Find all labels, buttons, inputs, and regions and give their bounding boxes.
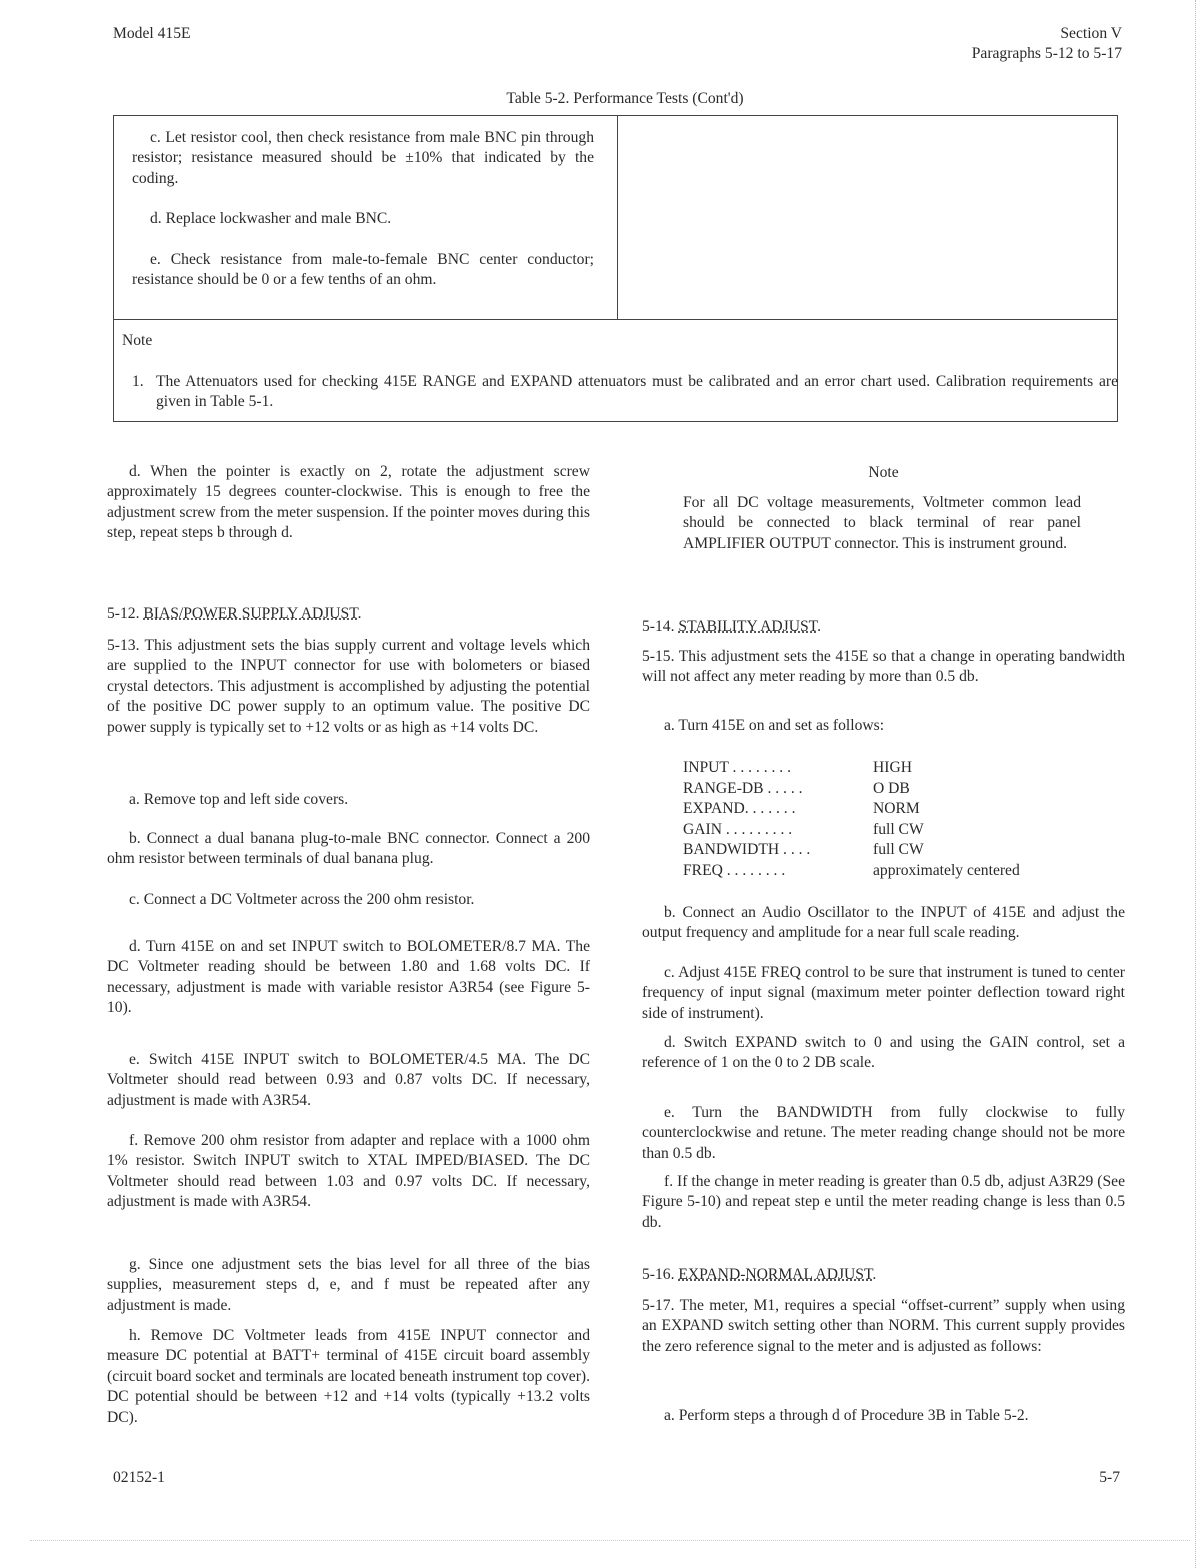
paragraph-text: c. Adjust 415E FREQ control to be sure that instrument is tuned to center frequency of input signal (maximum meter pointer deflection toward right side of instrument). <box>642 964 1125 1022</box>
step-text: e. Check resistance from male-to-female BNC center conductor; resistance should be 0 or a few tenths of an ohm. <box>132 251 594 289</box>
page-bottom-edge <box>30 1540 1190 1541</box>
paragraph-text: h. Remove DC Voltmeter leads from 415E INPUT connector and measure DC potential at BATT+ terminal of 415E circuit board assembly (circuit board socket and terminals are located beneath instrument top cover). DC potential should be between +12 and +14 volts (typically +13.2 volts DC). <box>107 1327 590 1426</box>
setting-label: FREQ . . . . . . . . <box>683 861 786 879</box>
paragraph-text: f. Remove 200 ohm resistor from adapter and replace with a 1000 ohm 1% resistor. Switch INPUT switch to XTAL IMPED/BIASED. The DC Voltmeter should read between 1.03 and 0.97 volts DC. If necessary, adjustment is made with A3R54. <box>107 1132 590 1211</box>
step-text: c. Let resistor cool, then check resistance from male BNC pin through resistor; resistance measured should be ±10% that indicated by the coding. <box>132 129 594 187</box>
table-step-e <box>132 250 594 291</box>
page-number: 5-7 <box>1099 1469 1120 1486</box>
setting-label: GAIN . . . . . . . . . <box>683 820 793 838</box>
paragraph-text: e. Turn the BANDWIDTH from fully clockwise to fully counterclockwise and retune. The meter reading change should not be more than 0.5 db. <box>642 1104 1125 1162</box>
note-number: 1. <box>132 373 144 390</box>
setting-value: full CW <box>873 820 924 838</box>
table-note-label: Note <box>122 332 153 349</box>
setting-row <box>683 799 1103 820</box>
paragraph <box>107 1131 590 1213</box>
paragraph-text: f. If the change in meter reading is greater than 0.5 db, adjust A3R29 (See Figure 5-10) and repeat step e until the meter reading change is less than 0.5 db. <box>642 1173 1125 1231</box>
section-label: Section V <box>1060 25 1122 42</box>
step-text: d. Replace lockwasher and male BNC. <box>150 210 392 227</box>
heading-title: BIAS/POWER SUPPLY ADJUST <box>143 605 358 622</box>
performance-tests-table <box>113 115 1118 422</box>
paragraph-text: a. Perform steps a through d of Procedure 3B in Table 5-2. <box>664 1407 1029 1424</box>
table-step-c <box>132 128 594 189</box>
heading-number: 5-14. <box>642 618 679 635</box>
paragraph <box>107 790 590 810</box>
section-heading <box>642 617 1125 637</box>
table-step-d <box>132 209 594 229</box>
paragraph <box>642 1296 1125 1357</box>
table-caption: Table 5-2. Performance Tests (Cont'd) <box>506 90 744 107</box>
paragraph <box>642 1172 1125 1233</box>
paragraph-text: d. When the pointer is exactly on 2, rotate the adjustment screw approximately 15 degrees counter-clockwise. This is enough to free the adjustment screw from the meter suspension. If the pointer moves during this step, repeat steps b through d. <box>107 463 590 542</box>
setting-row <box>683 840 1103 861</box>
paragraph-text: 5-17. The meter, M1, requires a special “offset-current” supply when using an EXPAND switch setting other than NORM. This current supply provides the zero reference signal to the meter and is adjusted as follows: <box>642 1297 1125 1355</box>
paragraph <box>107 1050 590 1111</box>
paragraph <box>107 1255 590 1316</box>
paragraph <box>107 462 590 544</box>
paragraph-text: b. Connect a dual banana plug-to-male BNC connector. Connect a 200 ohm resistor between terminals of dual banana plug. <box>107 830 590 868</box>
paragraph <box>107 829 590 870</box>
setting-row <box>683 779 1103 800</box>
paragraph-text: d. Switch EXPAND switch to 0 and using the GAIN control, set a reference of 1 on the 0 to 2 DB scale. <box>642 1034 1125 1072</box>
heading-number: 5-16. <box>642 1266 679 1283</box>
paragraph <box>107 937 590 1019</box>
heading-number: 5-12. <box>107 605 144 622</box>
paragraph-text: 5-13. This adjustment sets the bias supply current and voltage levels which are supplied to the INPUT connector for use with bolometers or biased crystal detectors. This adjustment is accomplished by adjusting the potential of the positive DC power supply to an optimum value. The positive DC power supply is typically set to +12 volts or as high as +14 volts DC. <box>107 637 590 736</box>
paragraph <box>642 1406 1125 1426</box>
column-divider <box>617 116 618 319</box>
document-number: 02152-1 <box>113 1469 165 1486</box>
setting-label: BANDWIDTH . . . . <box>683 841 811 859</box>
paragraph-text: 5-15. This adjustment sets the 415E so that a change in operating bandwidth will not affect any meter reading by more than 0.5 db. <box>642 648 1125 686</box>
paragraph-text: e. Switch 415E INPUT switch to BOLOMETER/4.5 MA. The DC Voltmeter should read between 0.93 and 0.87 volts DC. If necessary, adjustment is made with A3R54. <box>107 1051 590 1109</box>
note-text: The Attenuators used for checking 415E RANGE and EXPAND attenuators must be calibrated and an error chart used. Calibration requirements are given in Table 5-1. <box>156 373 1118 411</box>
paragraph-text: a. Turn 415E on and set as follows: <box>664 717 885 734</box>
section-header <box>972 24 1122 65</box>
setting-value: full CW <box>873 841 924 859</box>
paragraph <box>107 890 590 910</box>
row-divider <box>114 319 1117 320</box>
setting-label: RANGE-DB . . . . . <box>683 779 803 797</box>
paragraph <box>642 647 1125 688</box>
setting-value: O DB <box>873 779 910 797</box>
paragraph <box>107 636 590 738</box>
paragraph <box>107 1326 590 1428</box>
setting-row <box>683 820 1103 841</box>
section-heading <box>107 604 590 624</box>
paragraph-text: a. Remove top and left side covers. <box>129 791 349 808</box>
paragraph <box>642 963 1125 1024</box>
setting-label: INPUT . . . . . . . . <box>683 759 792 776</box>
heading-title: STABILITY ADJUST <box>678 618 818 635</box>
settings-list <box>683 758 1103 882</box>
page-edge <box>1195 0 1196 1568</box>
heading-title: EXPAND-NORMAL ADJUST <box>678 1266 873 1283</box>
model-label: Model 415E <box>113 25 191 42</box>
paragraph <box>642 1103 1125 1164</box>
note-text: For all DC voltage measurements, Voltmeter common lead should be connected to black terminal of rear panel AMPLIFIER OUTPUT connector. This is instrument ground. <box>683 494 1081 552</box>
heading-end: . <box>357 605 362 622</box>
paragraph <box>642 716 1125 736</box>
paragraph-text: b. Connect an Audio Oscillator to the INPUT of 415E and adjust the output frequency and amplitude for a near full scale reading. <box>642 904 1125 942</box>
setting-value: HIGH <box>873 759 912 776</box>
setting-value: NORM <box>873 800 920 818</box>
setting-label: EXPAND. . . . . . . <box>683 800 796 818</box>
paragraph-text: d. Turn 415E on and set INPUT switch to BOLOMETER/8.7 MA. The DC Voltmeter reading should be between 1.80 and 1.68 volts DC. If necessary, adjustment is made with variable resistor A3R54 (see Figure 5-10). <box>107 938 590 1017</box>
paragraph <box>642 1033 1125 1074</box>
setting-row <box>683 758 1103 779</box>
note-label: Note <box>868 464 899 481</box>
paragraph-range: Paragraphs 5-12 to 5-17 <box>971 45 1122 63</box>
heading-end: . <box>817 618 821 635</box>
setting-value: approximately centered <box>873 861 1020 879</box>
setting-row <box>683 861 1103 882</box>
paragraph-text: g. Since one adjustment sets the bias level for all three of the bias supplies, measurement steps d, e, and f must be repeated after any adjustment is made. <box>107 1256 590 1314</box>
paragraph <box>642 903 1125 944</box>
heading-end: . <box>872 1266 877 1283</box>
paragraph-text: c. Connect a DC Voltmeter across the 200 ohm resistor. <box>129 891 475 908</box>
section-heading <box>642 1265 1125 1285</box>
